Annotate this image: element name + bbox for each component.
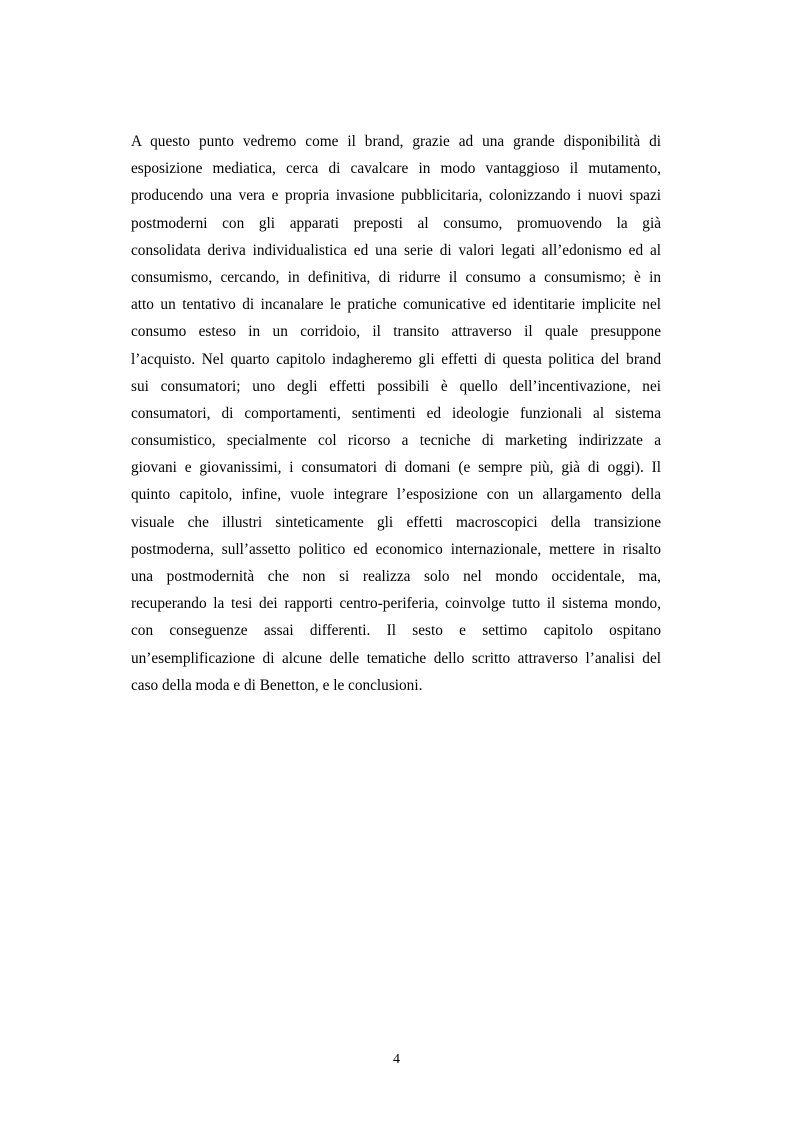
paragraph-line: visuale che illustri sinteticamente gli effetti macroscopici della transizione xyxy=(131,513,661,531)
paragraph-line: consumismo, cercando, in definitiva, di ridurre il consumo a consumismo; è in xyxy=(131,268,661,286)
paragraph-line: una postmodernità che non si realizza solo nel mondo occidentale, ma, xyxy=(131,568,661,585)
paragraph-line: atto un tentativo di incanalare le pratiche comunicative ed identitarie implicite nel xyxy=(131,296,661,314)
paragraph-line: quinto capitolo, infine, vuole integrare l’esposizione con un allargamento della xyxy=(131,486,661,504)
paragraph-line: consumo esteso in un corridoio, il transito attraverso il quale presuppone xyxy=(131,323,661,341)
paragraph-line: caso della moda e di Benetton, e le conclusioni. xyxy=(131,676,423,694)
paragraph-line: sui consumatori; uno degli effetti possibili è quello dell’incentivazione, nei xyxy=(131,377,661,395)
paragraph-line: producendo una vera e propria invasione pubblicitaria, colonizzando i nuovi spazi xyxy=(131,187,661,205)
paragraph-line: consumatori, di comportamenti, sentimenti ed ideologie funzionali al sistema xyxy=(131,404,661,422)
body-paragraph xyxy=(131,128,661,699)
paragraph-line: recuperando la tesi dei rapporti centro-periferia, coinvolge tutto il sistema mondo, xyxy=(131,595,661,613)
paragraph-line: A questo punto vedremo come il brand, grazie ad una grande disponibilità di xyxy=(131,133,661,150)
paragraph-line: giovani e giovanissimi, i consumatori di domani (e sempre più, già di oggi). Il xyxy=(131,459,661,477)
paragraph-line: un’esemplificazione di alcune delle tematiche dello scritto attraverso l’analisi del xyxy=(131,649,661,667)
page-number: 4 xyxy=(393,1052,400,1067)
paragraph-line: esposizione mediatica, cerca di cavalcare in modo vantaggioso il mutamento, xyxy=(131,160,661,178)
paragraph-line: postmoderna, sull’assetto politico ed economico internazionale, mettere in risalto xyxy=(131,540,661,558)
paragraph-line: l’acquisto. Nel quarto capitolo indagheremo gli effetti di questa politica del brand xyxy=(131,350,661,368)
paragraph-line: consumistico, specialmente col ricorso a tecniche di marketing indirizzate a xyxy=(131,432,661,450)
paragraph-line: consolidata deriva individualistica ed una serie di valori legati all’edonismo ed al xyxy=(131,241,661,259)
paragraph-line: postmoderni con gli apparati preposti al consumo, promuovendo la già xyxy=(131,214,661,232)
paragraph-line: con conseguenze assai differenti. Il sesto e settimo capitolo ospitano xyxy=(131,622,661,640)
